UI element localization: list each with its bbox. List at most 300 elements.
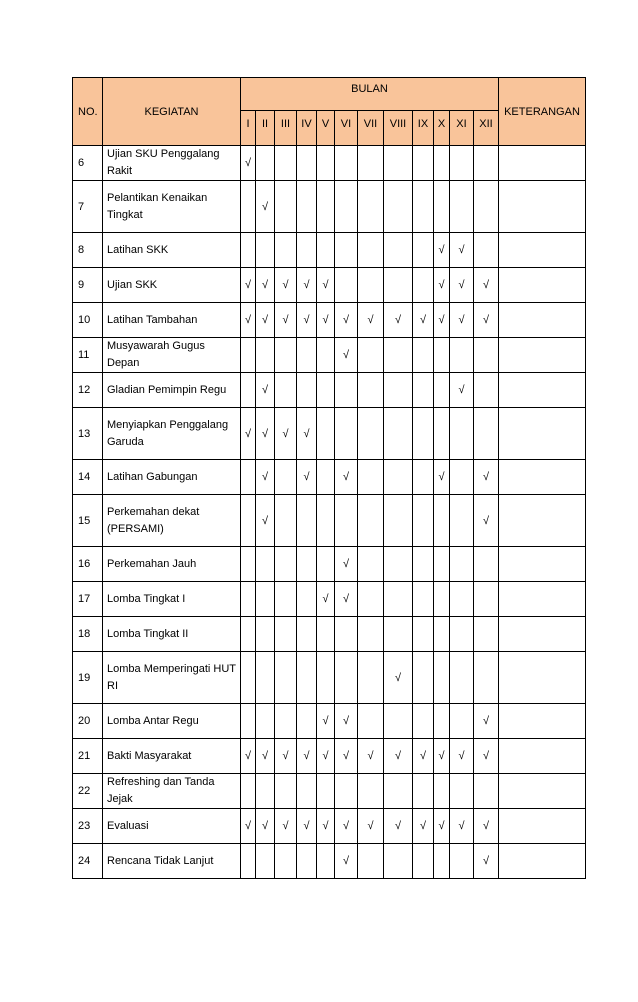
month-cell	[317, 617, 335, 652]
month-cell	[474, 338, 499, 373]
month-cell	[450, 844, 474, 879]
month-cell	[241, 181, 256, 233]
activity-name: Bakti Masyarakat	[103, 739, 241, 774]
month-cell	[413, 652, 434, 704]
month-cell	[413, 582, 434, 617]
table-row	[73, 460, 586, 495]
check-mark-icon: √	[434, 460, 450, 495]
keterangan-cell	[499, 739, 586, 774]
month-cell	[474, 373, 499, 408]
check-mark-icon: √	[275, 809, 297, 844]
check-mark-icon: √	[275, 268, 297, 303]
check-mark-icon: √	[317, 303, 335, 338]
month-cell	[297, 774, 317, 809]
month-cell	[358, 617, 384, 652]
check-mark-icon: √	[256, 495, 275, 547]
month-cell	[474, 146, 499, 181]
month-cell	[241, 233, 256, 268]
month-cell	[358, 547, 384, 582]
month-cell	[297, 704, 317, 739]
month-cell	[413, 460, 434, 495]
table-row	[73, 652, 586, 704]
activity-name: Ujian SKU Penggalang Rakit	[103, 146, 241, 181]
check-mark-icon: √	[241, 303, 256, 338]
check-mark-icon: √	[335, 460, 358, 495]
check-mark-icon: √	[474, 268, 499, 303]
activity-name: Lomba Memperingati HUT RI	[103, 652, 241, 704]
month-header-gap	[358, 137, 384, 146]
month-cell	[275, 774, 297, 809]
month-cell	[450, 774, 474, 809]
keterangan-cell	[499, 809, 586, 844]
month-header-xii: XII	[474, 111, 499, 137]
month-header-gap	[413, 137, 434, 146]
check-mark-icon: √	[335, 582, 358, 617]
month-header-gap	[474, 137, 499, 146]
month-cell	[275, 495, 297, 547]
keterangan-cell	[499, 844, 586, 879]
check-mark-icon: √	[256, 408, 275, 460]
activity-name: Perkemahan dekat (PERSAMI)	[103, 495, 241, 547]
month-header-gap	[256, 137, 275, 146]
keterangan-cell	[499, 460, 586, 495]
check-mark-icon: √	[335, 547, 358, 582]
table-row	[73, 704, 586, 739]
check-mark-icon: √	[275, 303, 297, 338]
month-cell	[256, 547, 275, 582]
header-kegiatan: KEGIATAN	[103, 78, 241, 146]
keterangan-cell	[499, 338, 586, 373]
month-cell	[256, 774, 275, 809]
month-cell	[384, 373, 413, 408]
month-cell	[358, 268, 384, 303]
month-cell	[297, 495, 317, 547]
month-cell	[275, 547, 297, 582]
month-cell	[434, 181, 450, 233]
month-cell	[474, 547, 499, 582]
table-row	[73, 146, 586, 181]
month-cell	[384, 338, 413, 373]
row-number: 7	[73, 181, 103, 233]
check-mark-icon: √	[317, 582, 335, 617]
header-keterangan: KETERANGAN	[499, 78, 586, 146]
month-header-viii: VIII	[384, 111, 413, 137]
keterangan-cell	[499, 303, 586, 338]
month-cell	[358, 338, 384, 373]
row-number: 6	[73, 146, 103, 181]
month-cell	[384, 460, 413, 495]
month-cell	[413, 268, 434, 303]
check-mark-icon: √	[256, 181, 275, 233]
month-header-gap	[275, 137, 297, 146]
month-header-i: I	[241, 111, 256, 137]
month-cell	[413, 495, 434, 547]
check-mark-icon: √	[450, 233, 474, 268]
check-mark-icon: √	[413, 303, 434, 338]
month-cell	[413, 844, 434, 879]
month-header-x: X	[434, 111, 450, 137]
month-cell	[450, 146, 474, 181]
month-cell	[413, 547, 434, 582]
month-cell	[297, 146, 317, 181]
keterangan-cell	[499, 547, 586, 582]
keterangan-cell	[499, 704, 586, 739]
month-cell	[358, 582, 384, 617]
month-cell	[358, 460, 384, 495]
month-cell	[384, 495, 413, 547]
month-cell	[275, 617, 297, 652]
keterangan-cell	[499, 774, 586, 809]
month-cell	[241, 704, 256, 739]
month-header-iii: III	[275, 111, 297, 137]
month-cell	[474, 652, 499, 704]
table-row	[73, 844, 586, 879]
check-mark-icon: √	[474, 460, 499, 495]
check-mark-icon: √	[450, 373, 474, 408]
month-cell	[384, 704, 413, 739]
month-cell	[358, 774, 384, 809]
month-cell	[317, 774, 335, 809]
row-number: 16	[73, 547, 103, 582]
month-cell	[241, 617, 256, 652]
month-cell	[450, 547, 474, 582]
month-cell	[317, 547, 335, 582]
month-cell	[413, 408, 434, 460]
month-cell	[335, 774, 358, 809]
table-row	[73, 495, 586, 547]
month-cell	[297, 373, 317, 408]
month-cell	[450, 617, 474, 652]
keterangan-cell	[499, 181, 586, 233]
month-cell	[317, 233, 335, 268]
month-cell	[241, 582, 256, 617]
month-cell	[256, 146, 275, 181]
month-cell	[413, 338, 434, 373]
month-cell	[434, 373, 450, 408]
table-row	[73, 739, 586, 774]
month-cell	[384, 617, 413, 652]
month-cell	[450, 460, 474, 495]
check-mark-icon: √	[434, 303, 450, 338]
month-cell	[335, 146, 358, 181]
check-mark-icon: √	[241, 809, 256, 844]
month-cell	[413, 233, 434, 268]
check-mark-icon: √	[474, 704, 499, 739]
check-mark-icon: √	[317, 268, 335, 303]
header-bulan: BULAN	[241, 78, 499, 111]
check-mark-icon: √	[297, 408, 317, 460]
month-cell	[275, 233, 297, 268]
month-header-gap	[317, 137, 335, 146]
month-header-gap	[450, 137, 474, 146]
month-cell	[384, 408, 413, 460]
check-mark-icon: √	[275, 408, 297, 460]
row-number: 17	[73, 582, 103, 617]
keterangan-cell	[499, 233, 586, 268]
keterangan-cell	[499, 373, 586, 408]
check-mark-icon: √	[256, 460, 275, 495]
month-header-gap	[297, 137, 317, 146]
month-cell	[275, 582, 297, 617]
check-mark-icon: √	[450, 809, 474, 844]
month-cell	[358, 408, 384, 460]
month-cell	[241, 338, 256, 373]
month-cell	[450, 408, 474, 460]
month-cell	[358, 495, 384, 547]
month-cell	[384, 233, 413, 268]
month-cell	[256, 338, 275, 373]
row-number: 15	[73, 495, 103, 547]
month-cell	[335, 652, 358, 704]
month-cell	[275, 181, 297, 233]
month-cell	[358, 373, 384, 408]
month-cell	[335, 408, 358, 460]
check-mark-icon: √	[297, 809, 317, 844]
table-row	[73, 617, 586, 652]
month-header-gap	[434, 137, 450, 146]
month-cell	[434, 495, 450, 547]
month-cell	[335, 233, 358, 268]
keterangan-cell	[499, 146, 586, 181]
month-cell	[474, 408, 499, 460]
month-header-gap	[384, 137, 413, 146]
activity-name: Lomba Antar Regu	[103, 704, 241, 739]
activity-name: Latihan Gabungan	[103, 460, 241, 495]
check-mark-icon: √	[434, 233, 450, 268]
check-mark-icon: √	[297, 303, 317, 338]
check-mark-icon: √	[256, 373, 275, 408]
month-cell	[241, 844, 256, 879]
month-cell	[256, 844, 275, 879]
row-number: 24	[73, 844, 103, 879]
check-mark-icon: √	[256, 809, 275, 844]
row-number: 11	[73, 338, 103, 373]
month-cell	[358, 181, 384, 233]
month-cell	[413, 181, 434, 233]
row-number: 22	[73, 774, 103, 809]
table-row	[73, 408, 586, 460]
month-cell	[256, 582, 275, 617]
row-number: 12	[73, 373, 103, 408]
month-cell	[256, 704, 275, 739]
month-cell	[434, 774, 450, 809]
month-cell	[335, 495, 358, 547]
row-number: 13	[73, 408, 103, 460]
month-cell	[335, 373, 358, 408]
table-row	[73, 809, 586, 844]
month-cell	[474, 181, 499, 233]
month-cell	[384, 146, 413, 181]
activity-name: Evaluasi	[103, 809, 241, 844]
check-mark-icon: √	[384, 303, 413, 338]
check-mark-icon: √	[241, 146, 256, 181]
month-cell	[434, 617, 450, 652]
month-cell	[275, 338, 297, 373]
keterangan-cell	[499, 582, 586, 617]
month-cell	[450, 704, 474, 739]
activity-name: Lomba Tingkat I	[103, 582, 241, 617]
month-cell	[434, 844, 450, 879]
check-mark-icon: √	[335, 844, 358, 879]
check-mark-icon: √	[474, 809, 499, 844]
month-cell	[384, 774, 413, 809]
table-row	[73, 582, 586, 617]
check-mark-icon: √	[474, 495, 499, 547]
row-number: 8	[73, 233, 103, 268]
month-cell	[474, 617, 499, 652]
check-mark-icon: √	[450, 739, 474, 774]
month-cell	[275, 704, 297, 739]
activity-name: Ujian SKK	[103, 268, 241, 303]
table-header	[73, 78, 586, 146]
activity-name: Pelantikan Kenaikan Tingkat	[103, 181, 241, 233]
month-cell	[434, 146, 450, 181]
month-cell	[275, 460, 297, 495]
check-mark-icon: √	[413, 809, 434, 844]
month-cell	[384, 268, 413, 303]
month-cell	[413, 617, 434, 652]
check-mark-icon: √	[384, 809, 413, 844]
month-cell	[358, 652, 384, 704]
row-number: 19	[73, 652, 103, 704]
row-number: 18	[73, 617, 103, 652]
activity-name: Lomba Tingkat II	[103, 617, 241, 652]
check-mark-icon: √	[335, 303, 358, 338]
activity-name: Refreshing dan Tanda Jejak	[103, 774, 241, 809]
month-cell	[317, 373, 335, 408]
month-cell	[297, 844, 317, 879]
month-cell	[297, 338, 317, 373]
month-cell	[275, 844, 297, 879]
check-mark-icon: √	[335, 704, 358, 739]
check-mark-icon: √	[241, 268, 256, 303]
month-cell	[450, 495, 474, 547]
month-header-vii: VII	[358, 111, 384, 137]
check-mark-icon: √	[474, 739, 499, 774]
month-cell	[335, 268, 358, 303]
check-mark-icon: √	[297, 739, 317, 774]
month-cell	[335, 181, 358, 233]
month-cell	[256, 652, 275, 704]
month-cell	[384, 582, 413, 617]
month-cell	[317, 181, 335, 233]
table-row	[73, 233, 586, 268]
month-header-gap	[241, 137, 256, 146]
check-mark-icon: √	[384, 739, 413, 774]
month-header-ix: IX	[413, 111, 434, 137]
row-number: 10	[73, 303, 103, 338]
table-row	[73, 303, 586, 338]
check-mark-icon: √	[256, 268, 275, 303]
month-header-xi: XI	[450, 111, 474, 137]
month-cell	[241, 373, 256, 408]
keterangan-cell	[499, 268, 586, 303]
row-number: 9	[73, 268, 103, 303]
month-cell	[317, 338, 335, 373]
month-cell	[358, 844, 384, 879]
check-mark-icon: √	[434, 809, 450, 844]
month-header-ii: II	[256, 111, 275, 137]
check-mark-icon: √	[317, 704, 335, 739]
activity-name: Musyawarah Gugus Depan	[103, 338, 241, 373]
header-no: NO.	[73, 78, 103, 146]
check-mark-icon: √	[434, 268, 450, 303]
activity-name: Latihan SKK	[103, 233, 241, 268]
month-cell	[474, 233, 499, 268]
check-mark-icon: √	[384, 652, 413, 704]
month-cell	[256, 617, 275, 652]
table-row	[73, 181, 586, 233]
keterangan-cell	[499, 495, 586, 547]
check-mark-icon: √	[474, 844, 499, 879]
month-cell	[358, 704, 384, 739]
check-mark-icon: √	[317, 809, 335, 844]
month-cell	[241, 460, 256, 495]
month-cell	[450, 652, 474, 704]
table-body	[73, 146, 586, 879]
activity-name: Perkemahan Jauh	[103, 547, 241, 582]
check-mark-icon: √	[474, 303, 499, 338]
row-number: 14	[73, 460, 103, 495]
month-cell	[384, 844, 413, 879]
table-row	[73, 774, 586, 809]
month-cell	[434, 704, 450, 739]
row-number: 20	[73, 704, 103, 739]
table-row	[73, 373, 586, 408]
check-mark-icon: √	[358, 303, 384, 338]
month-cell	[474, 774, 499, 809]
table-row	[73, 338, 586, 373]
month-cell	[434, 652, 450, 704]
month-cell	[275, 146, 297, 181]
month-cell	[297, 617, 317, 652]
check-mark-icon: √	[450, 268, 474, 303]
check-mark-icon: √	[241, 408, 256, 460]
table-row	[73, 547, 586, 582]
activity-name: Rencana Tidak Lanjut	[103, 844, 241, 879]
month-cell	[358, 146, 384, 181]
check-mark-icon: √	[241, 739, 256, 774]
month-cell	[297, 233, 317, 268]
month-cell	[241, 652, 256, 704]
check-mark-icon: √	[335, 338, 358, 373]
month-cell	[241, 495, 256, 547]
month-cell	[450, 338, 474, 373]
check-mark-icon: √	[358, 809, 384, 844]
month-header-v: V	[317, 111, 335, 137]
month-cell	[434, 408, 450, 460]
month-cell	[450, 582, 474, 617]
month-cell	[413, 373, 434, 408]
month-cell	[256, 233, 275, 268]
month-cell	[384, 547, 413, 582]
keterangan-cell	[499, 617, 586, 652]
row-number: 23	[73, 809, 103, 844]
month-cell	[413, 774, 434, 809]
month-header-gap	[335, 137, 358, 146]
month-cell	[275, 373, 297, 408]
activity-name: Latihan Tambahan	[103, 303, 241, 338]
month-header-iv: IV	[297, 111, 317, 137]
keterangan-cell	[499, 652, 586, 704]
month-cell	[297, 582, 317, 617]
month-cell	[434, 547, 450, 582]
table-row	[73, 268, 586, 303]
schedule-table	[72, 77, 586, 879]
month-cell	[297, 652, 317, 704]
month-cell	[317, 652, 335, 704]
month-cell	[275, 652, 297, 704]
